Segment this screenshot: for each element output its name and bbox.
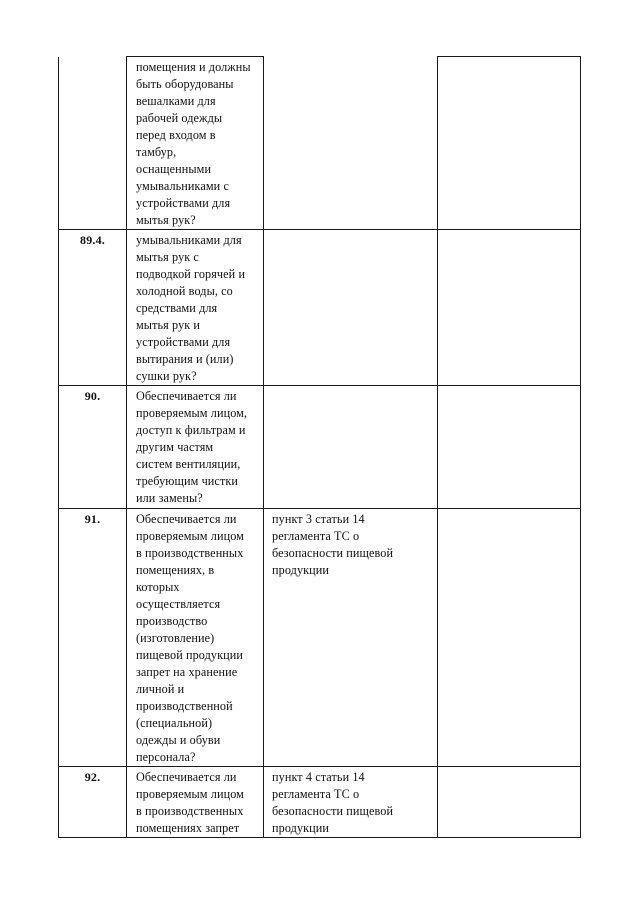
question-line: мытья рук? (136, 213, 196, 227)
question-line: пищевой продукции (136, 648, 244, 662)
reference-line: регламента ТС о (272, 529, 360, 543)
legal-reference-cell (264, 509, 438, 767)
question-line: персонала? (136, 750, 196, 764)
question-line: систем вентиляции, (136, 457, 241, 471)
answer-cell (438, 509, 581, 767)
item-number-cell (59, 230, 127, 386)
legal-reference-cell (264, 386, 438, 509)
question-line: другим частям (136, 440, 214, 454)
item-number: 92. (84, 770, 101, 784)
question-cell (127, 386, 264, 509)
question-line: вытирания и (или) (136, 352, 234, 366)
answer-cell (438, 386, 581, 509)
question-line: Обеспечивается ли (136, 389, 237, 403)
question-line: личной и (136, 682, 185, 696)
question-line: быть оборудованы (136, 77, 234, 91)
item-number (59, 57, 126, 60)
item-number: 89.4. (80, 233, 105, 247)
question-line: которых (136, 580, 180, 594)
question-line: помещениях запрет (136, 821, 240, 835)
legal-reference-cell (264, 230, 438, 386)
question-line: сушки рук? (136, 369, 197, 383)
question-line: проверяемым лицом (136, 787, 244, 801)
question-line: проверяемым лицом, (136, 406, 248, 420)
question-line: устройствами для (136, 196, 231, 210)
reference-line: продукции (272, 821, 330, 835)
question-line: перед входом в (136, 128, 216, 142)
reference-line: безопасности пищевой (272, 804, 394, 818)
question-line: мытья рук с (136, 250, 199, 264)
question-line: Обеспечивается ли (136, 770, 237, 784)
question-line: умывальниками с (136, 179, 229, 193)
reference-line: регламента ТС о (272, 787, 360, 801)
item-number-cell (59, 386, 127, 509)
question-line: производство (136, 614, 208, 628)
question-line: помещения и должны (136, 60, 251, 74)
item-number-cell (59, 57, 127, 230)
question-line: вешалками для (136, 94, 216, 108)
table-row (59, 767, 581, 838)
question-cell (127, 509, 264, 767)
table-row (59, 230, 581, 386)
legal-reference-text (264, 386, 437, 388)
question-line: помещениях, в (136, 563, 215, 577)
checklist-body (59, 57, 581, 838)
question-line: в производственных (136, 804, 244, 818)
question-cell (127, 767, 264, 838)
answer-cell (438, 57, 581, 230)
table-row (59, 509, 581, 767)
question-text (127, 386, 263, 507)
question-line: подводкой горячей и (136, 267, 246, 281)
question-line: устройствами для (136, 335, 231, 349)
legal-reference-cell (264, 767, 438, 838)
question-line: холодной воды, со (136, 284, 233, 298)
question-line: одежды и обуви (136, 733, 221, 747)
question-line: Обеспечивается ли (136, 512, 237, 526)
item-number: 90. (84, 389, 101, 403)
question-line: тамбур, (136, 145, 177, 159)
legal-reference-text (264, 57, 437, 59)
item-number: 91. (84, 512, 101, 526)
question-line: производственной (136, 699, 233, 713)
answer-cell (438, 230, 581, 386)
question-line: требующим чистки (136, 474, 239, 488)
reference-line: пункт 3 статьи 14 (272, 512, 365, 526)
question-cell (127, 230, 264, 386)
legal-reference-text (264, 767, 437, 837)
answer-cell (438, 767, 581, 838)
legal-reference-text (264, 230, 437, 232)
item-number-cell (59, 767, 127, 838)
question-line: умывальниками для (136, 233, 242, 247)
question-text (127, 57, 263, 229)
question-line: (изготовление) (136, 631, 215, 645)
legal-reference-cell (264, 57, 438, 230)
question-line: в производственных (136, 546, 244, 560)
table-row (59, 57, 581, 230)
question-cell (127, 57, 264, 230)
item-number-cell (59, 509, 127, 767)
question-line: рабочей одежды (136, 111, 223, 125)
question-line: оснащенными (136, 162, 212, 176)
question-line: или замены? (136, 491, 203, 505)
reference-line: безопасности пищевой (272, 546, 394, 560)
question-text (127, 767, 263, 837)
reference-line: продукции (272, 563, 330, 577)
question-text (127, 509, 263, 766)
question-line: доступ к фильтрам и (136, 423, 246, 437)
question-line: средствами для (136, 301, 218, 315)
legal-reference-text (264, 509, 437, 579)
question-line: мытья рук и (136, 318, 201, 332)
question-line: проверяемым лицом (136, 529, 244, 543)
question-line: (специальной) (136, 716, 213, 730)
question-line: запрет на хранение (136, 665, 238, 679)
table-row (59, 386, 581, 509)
reference-line: пункт 4 статьи 14 (272, 770, 365, 784)
question-line: осуществляется (136, 597, 221, 611)
checklist-table (58, 56, 581, 838)
question-text (127, 230, 263, 385)
